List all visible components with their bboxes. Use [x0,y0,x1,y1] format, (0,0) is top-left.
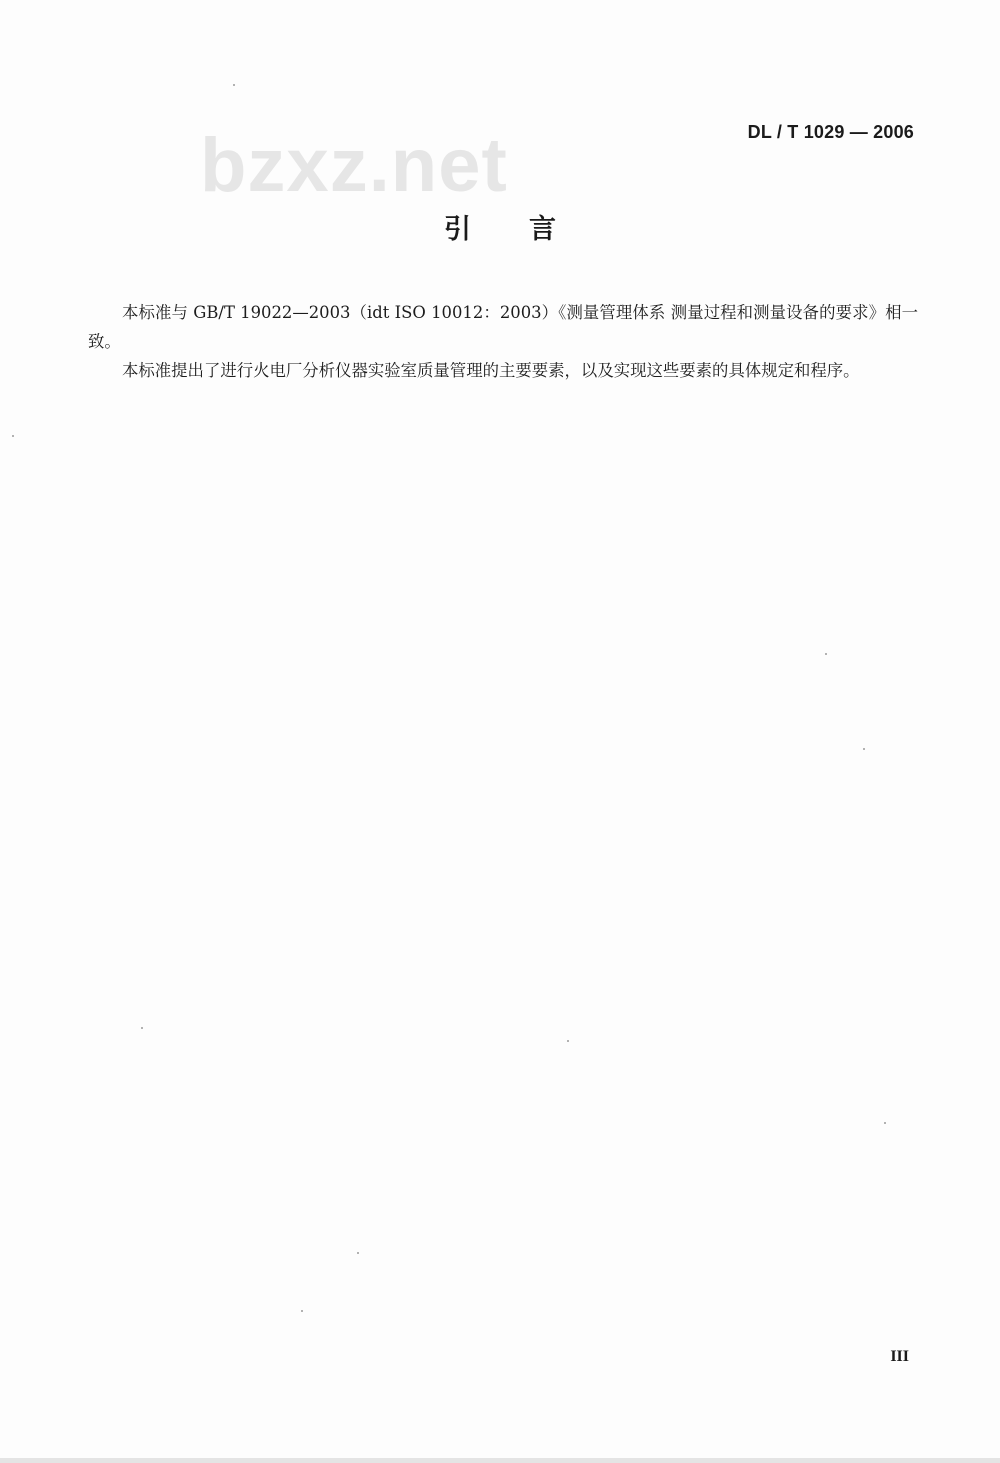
scan-speck [233,84,235,86]
scan-speck [141,1027,143,1029]
standard-code: DL / T 1029 — 2006 [747,122,914,142]
body-text [88,298,918,385]
paragraph: 本标准提出了进行火电厂分析仪器实验室质量管理的主要要素，以及实现这些要素的具体规定和程序。 [122,361,860,380]
paragraph: 本标准与 GB/T 19022—2003（idt ISO 10012：2003）《测量管理体系 测量过程和测量设备的要求》相一致。 [88,303,918,351]
watermark: bzxz.net [200,123,508,208]
page-number: III [890,1348,909,1365]
page-bottom-edge [0,1458,1000,1463]
scan-speck [884,1122,886,1124]
scan-speck [12,435,14,437]
scan-speck [863,748,865,750]
section-title: 引言 [444,214,614,245]
scan-speck [301,1310,303,1312]
scan-speck [357,1252,359,1254]
scan-speck [567,1040,569,1042]
scan-speck [825,653,827,655]
